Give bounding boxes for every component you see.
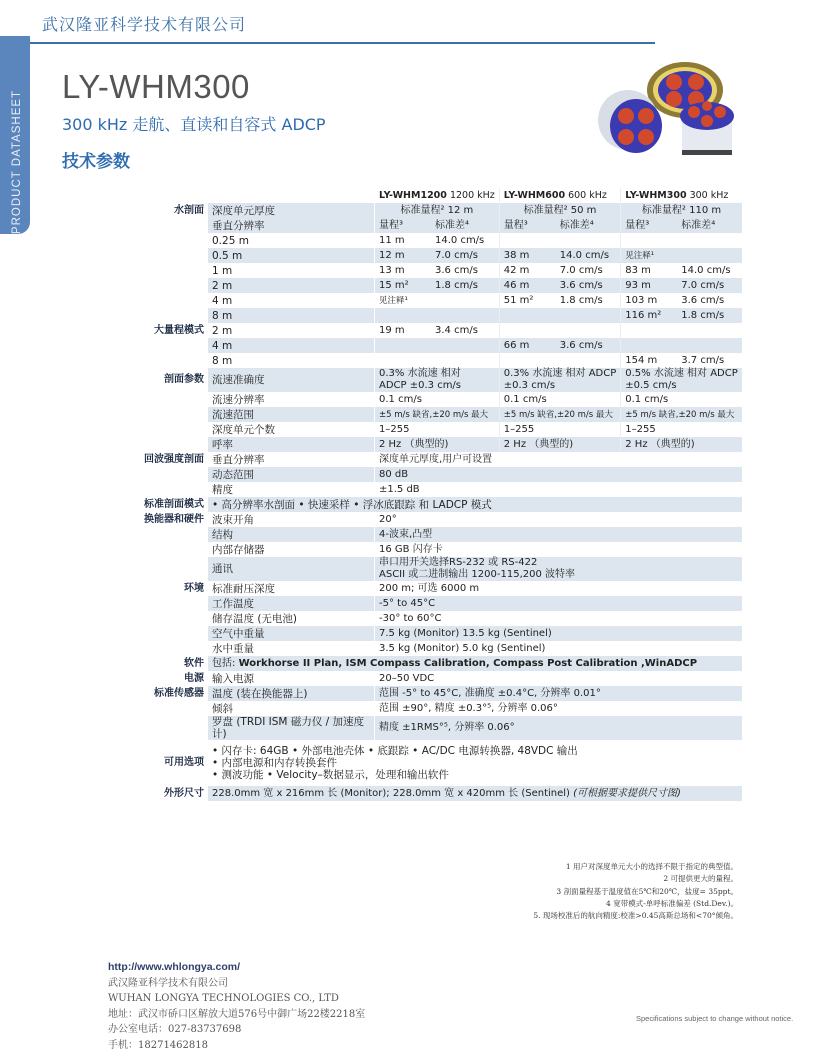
table-row: 内部存储器 16 GB 闪存卡 [108, 542, 742, 557]
table-row: 换能器和硬件 波束开角 20° [108, 512, 742, 527]
category-label: 标准传感器 [154, 687, 204, 699]
spec-header-row [108, 188, 742, 203]
table-row: 8 m 116 m² 1.8 cm/s [108, 308, 742, 323]
table-row: 可用选项 • 闪存卡: 64GB • 外部电池壳体 • 底跟踪 • AC/DC 电源转换器, 48VDC 输出 • 内部电源和内存转换套件 • 测波功能 • Velocity–数据显示，处理和输出软件 [108, 740, 742, 786]
page-title: LY-WHM300 [62, 68, 250, 105]
table-row: 4 m 见注释¹ 51 m² 1.8 cm/s 103 m 3.6 cm/s [108, 293, 742, 308]
table-row: 深度单元个数 1–255 1–255 1–255 [108, 422, 742, 437]
table-row: 动态范围 80 dB [108, 467, 742, 482]
table-row: 回波强度剖面 垂直分辨率 深度单元厚度,用户可设置 [108, 452, 742, 467]
table-row: 流速分辨率 0.1 cm/s 0.1 cm/s 0.1 cm/s [108, 392, 742, 407]
company-name-cn: 武汉隆亚科学技术有限公司 [108, 977, 228, 989]
table-row: 电源 输入电源 20–50 VDC [108, 671, 742, 686]
category-label: 软件 [184, 657, 204, 669]
footer-contact [108, 960, 365, 1053]
table-row: 通讯 串口用开关选择RS-232 或 RS-422 ASCII 或二进制输出 1200-115,200 波特率 [108, 557, 742, 581]
adcp-unit-right [680, 101, 734, 155]
table-row: 罗盘 (TRDI ISM 磁力仪 / 加速度 计) 精度 ±1RMS°⁵, 分辨率 0.06° [108, 716, 742, 740]
address: 地址：武汉市硚口区解放大道576号中御广场22楼2218室 [108, 1008, 366, 1020]
mobile-phone: 手机：18271462818 [108, 1039, 208, 1051]
category-label: 标准剖面模式 [144, 498, 204, 510]
website-link[interactable]: http://www.whlongya.com/ [108, 961, 241, 973]
footnote: 2 可提供更大的量程。 [663, 874, 738, 884]
table-row: 环境 标准耐压深度 200 m; 可选 6000 m [108, 581, 742, 596]
table-row: 软件 包括: Workhorse II Plan, ISM Compass Calibration, Compass Post Calibration ,WinADCP [108, 656, 742, 671]
table-row: 精度 ±1.5 dB [108, 482, 742, 497]
column-header: LY-WHM300 300 kHz [621, 188, 742, 203]
category-label: 环境 [184, 582, 204, 594]
table-row: 剖面参数 流速准确度 0.3% 水流速 相对 ADCP ±0.3 cm/s 0.3% 水流速 相对 ADCP ±0.3 cm/s 0.5% 水流速 相对 ADCP ±0.5 cm/s [108, 368, 742, 392]
office-phone: 办公室电话：027-83737698 [108, 1024, 242, 1035]
category-label: 回波强度剖面 [144, 453, 204, 465]
product-photo [590, 58, 740, 168]
table-row: 4 m 66 m 3.6 cm/s [108, 338, 742, 353]
disclaimer: Specifications subject to change without notice. [636, 1014, 794, 1023]
table-row: 倾斜 范围 ±90°, 精度 ±0.3°⁵, 分辨率 0.06° [108, 701, 742, 716]
table-row: 流速范围 ±5 m/s 缺省,±20 m/s 最大 ±5 m/s 缺省,±20 m/s 最大 ±5 m/s 缺省,±20 m/s 最大 [108, 407, 742, 422]
table-row: 0.25 m 11 m 14.0 cm/s [108, 233, 742, 248]
table-row: 呼率 2 Hz （典型的) 2 Hz （典型的) 2 Hz （典型的) [108, 437, 742, 452]
table-row: 标准传感器 温度 (装在换能器上) 范围 -5° to 45°C, 准确度 ±0.4°C, 分辨率 0.01° [108, 686, 742, 701]
side-tab [0, 36, 30, 234]
section-title: 技术参数 [62, 152, 130, 172]
table-row: 标准剖面模式 • 高分辨率水剖面 • 快速采样 • 浮冰底跟踪 和 LADCP 模式 [108, 497, 742, 512]
column-header: LY-WHM1200 1200 kHz [375, 188, 500, 203]
category-label: 剖面参数 [164, 374, 204, 385]
footnotes [480, 861, 738, 922]
company-name: 武汉隆亚科学技术有限公司 [42, 15, 247, 34]
category-label: 水剖面 [174, 204, 204, 216]
footnote: 1 用户对深度单元大小的选择不限于指定的典型值。 [565, 862, 738, 871]
footnote: 5. 现场校准后的航向精度:校准>0.45高斯总场和<70°倾角。 [533, 911, 738, 921]
table-row: 外形尺寸 228.0mm 宽 x 216mm 长 (Monitor); 228.0mm 宽 x 420mm 长 (Sentinel) (可根据要求提供尺寸图) [108, 786, 742, 801]
table-row: 大量程模式 2 m 19 m 3.4 cm/s [108, 323, 742, 338]
table-row: 水剖面 深度单元厚度 标准量程² 12 m 标准量程² 50 m 标准量程² 110 m [108, 203, 742, 218]
category-label: 大量程模式 [154, 324, 204, 336]
side-tab-label: PRODUCT DATASHEET [11, 89, 23, 235]
table-row: 2 m 15 m² 1.8 cm/s 46 m 3.6 cm/s 93 m 7.0 cm/s [108, 278, 742, 293]
company-name-en: WUHAN LONGYA TECHNOLOGIES CO., LTD [108, 993, 339, 1004]
category-label: 换能器和硬件 [144, 513, 204, 525]
table-row: 工作温度 -5° to 45°C [108, 596, 742, 611]
table-row: 8 m 154 m 3.7 cm/s [108, 353, 742, 368]
footnote: 4 宽带模式-单呼标准偏差 (Std.Dev.)。 [606, 898, 738, 908]
category-label: 可用选项 [164, 757, 204, 768]
footnote: 3 剖面量程基于温度值在5℃和20℃，盐度= 35ppt。 [556, 886, 738, 896]
table-row: 水中重量 3.5 kg (Monitor) 5.0 kg (Sentinel) [108, 641, 742, 656]
spec-table [108, 188, 742, 801]
table-row: 储存温度 (无电池) -30° to 60°C [108, 611, 742, 626]
table-row: 1 m 13 m 3.6 cm/s 42 m 7.0 cm/s 83 m 14.0 cm/s [108, 263, 742, 278]
column-header: LY-WHM600 600 kHz [500, 188, 622, 203]
category-label: 电源 [184, 672, 204, 684]
category-label: 外形尺寸 [164, 787, 204, 799]
table-row: 结构 4-波束,凸型 [108, 527, 742, 542]
table-row: 0.5 m 12 m 7.0 cm/s 38 m 14.0 cm/s 见注释¹ [108, 248, 742, 263]
header-rule [0, 42, 655, 44]
page-subtitle: 300 kHz 走航、直读和自容式 ADCP [62, 115, 326, 134]
table-row: 空气中重量 7.5 kg (Monitor) 13.5 kg (Sentinel) [108, 626, 742, 641]
table-row: 垂直分辨率 量程³ 标准差⁴ 量程³ 标准差⁴ 量程³ 标准差⁴ [108, 218, 742, 233]
